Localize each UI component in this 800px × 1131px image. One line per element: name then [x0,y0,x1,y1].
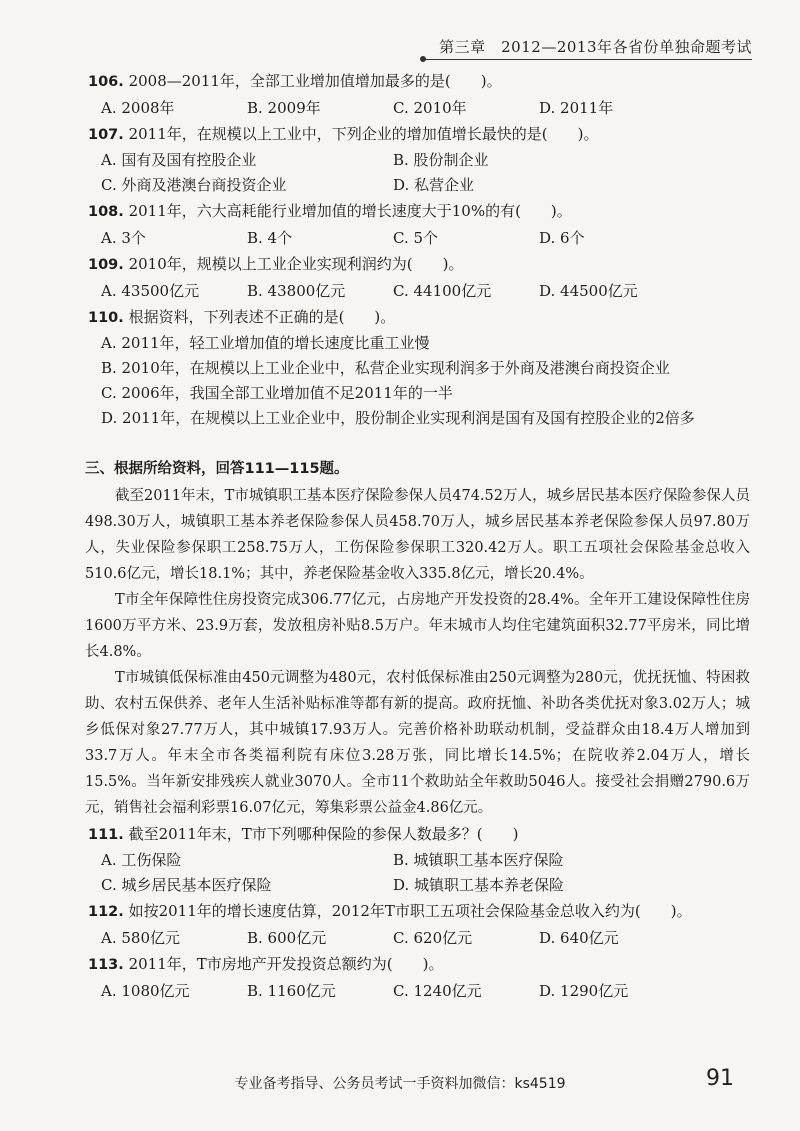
option-d: D. 2011年，在规模以上工业企业中，股份制企业实现利润是国有及国有控股企业的2倍多 [101,409,695,427]
question-number: 112. [88,904,124,920]
option-c: C. 2006年，我国全部工业增加值不足2011年的一半 [101,384,453,402]
option-b: B. 城镇职工基本医疗保险 [393,851,564,869]
option-d: D. 6个 [539,229,585,247]
question-number: 113. [88,957,124,973]
option-b: B. 1160亿元 [247,982,336,1000]
running-header [0,0,800,64]
option-b: B. 43800亿元 [247,282,346,300]
option-a: A. 2011年，轻工业增加值的增长速度比重工业慢 [101,334,430,352]
option-c: C. 2010年 [393,99,467,117]
option-a: A. 2008年 [101,99,175,117]
question-number: 107. [88,127,124,143]
option-d: D. 44500亿元 [539,282,638,300]
question-number: 109. [88,257,124,273]
option-c: C. 620亿元 [393,929,473,947]
options-row-2 [88,173,748,198]
question-113 [88,951,748,1004]
question-stem: 截至2011年末，T市下列哪种保险的参保人数最多？( ) [128,825,519,843]
option-d: D. 2011年 [539,99,614,117]
options [88,278,748,304]
footer-note: 专业备考指导、公务员考试一手资料加微信：ks4519 [234,1076,566,1092]
option-b: B. 2010年，在规模以上工业企业中，私营企业实现利润多于外商及港澳台商投资企业 [101,359,670,377]
question-107 [88,121,748,198]
option-b: B. 4个 [247,229,293,247]
option-a: A. 国有及国有控股企业 [101,151,257,169]
options-row-1 [88,148,748,173]
header-rule [425,59,752,60]
question-number: 106. [88,74,124,90]
option-a: A. 工伤保险 [101,851,182,869]
question-106 [88,68,748,121]
material-paragraph-1: 截至2011年末，T市城镇职工基本医疗保险参保人员474.52万人，城乡居民基本医疗保险参保人员498.30万人，城镇职工基本养老保险参保人员458.70万人，城乡居民基本养老保险参保人员97.80万人，失业保险参保职工258.75万人，工伤保险参保职工320.42万人。职工五项社会保险基金总收入510.6亿元，增长18.1%；其中，养老保险基金收入335.8亿元，增长20.4%。 [85,488,750,582]
question-number: 110. [88,310,124,326]
question-stem: 2010年，规模以上工业企业实现利润约为( )。 [128,255,464,273]
option-b: B. 股份制企业 [393,151,489,169]
chapter-title: 第三章 2012—2013年各省份单独命题考试 [439,38,752,56]
question-stem: 2011年，T市房地产开发投资总额约为( )。 [128,955,444,973]
page-number: 91 [706,1066,734,1091]
question-stem: 2008—2011年，全部工业增加值增加最多的是( )。 [128,72,502,90]
option-c: C. 5个 [393,229,439,247]
material-paragraph-3: T市城镇低保标准由450元调整为480元，农村低保标准由250元调整为280元，优抚抚恤、特困救助、农村五保供养、老年人生活补贴标准等都有新的提高。政府抚恤、补助各类优抚对象3.02万人；城乡低保对象27.77万人，其中城镇17.93万人。完善价格补助联动机制，受益群众由18.4万人增加到33.7万人。年末全市各类福利院有床位3.28万张，同比增长14.5%；在院收养2.04万人，增长15.5%。当年新安排残疾人就业3070人。全市11个救助站全年救助5046人。接受社会捐赠2790.6万元，销售社会福利彩票16.07亿元，筹集彩票公益金4.86亿元。 [85,670,750,816]
option-a: A. 580亿元 [101,929,180,947]
option-c: C. 1240亿元 [393,982,482,1000]
option-d: D. 640亿元 [539,929,619,947]
question-number: 111. [88,827,124,843]
options [88,925,748,951]
options-row-2 [88,873,748,898]
option-c: C. 城乡居民基本医疗保险 [101,876,272,894]
question-110 [88,304,748,431]
option-d: D. 城镇职工基本养老保险 [393,876,565,894]
question-109 [88,251,748,304]
option-a: A. 43500亿元 [101,282,200,300]
option-a: A. 1080亿元 [101,982,190,1000]
option-b: B. 600亿元 [247,929,327,947]
material-paragraph-2: T市全年保障性住房投资完成306.77亿元，占房地产开发投资的28.4%。全年开工建设保障性住房1600万平方米、23.9万套，发放租房补贴8.5万户。年末城市人均住宅建筑面积32.77平房米，同比增长4.8%。 [85,592,750,660]
option-b: B. 2009年 [247,99,321,117]
question-number: 108. [88,204,124,220]
option-d: D. 1290亿元 [539,982,629,1000]
question-stem: 如按2011年的增长速度估算，2012年T市职工五项社会保险基金总收入约为( )。 [128,902,692,920]
question-112 [88,898,748,951]
section-title: 三、根据所给资料，回答111—115题。 [85,461,349,477]
options [88,225,748,251]
question-stem: 2011年，在规模以上工业中，下列企业的增加值增长最快的是( )。 [128,125,599,143]
question-111 [88,821,748,898]
options [88,978,748,1004]
option-c: C. 44100亿元 [393,282,492,300]
option-d: D. 私营企业 [393,176,475,194]
question-108 [88,198,748,251]
option-c: C. 外商及港澳台商投资企业 [101,176,287,194]
question-stem: 根据资料，下列表述不正确的是( )。 [128,308,396,326]
options [88,95,748,121]
page-content [85,68,750,1004]
options-row-1 [88,848,748,873]
question-stem: 2011年，六大高耗能行业增加值的增长速度大于10%的有( )。 [128,202,572,220]
option-a: A. 3个 [101,229,146,247]
